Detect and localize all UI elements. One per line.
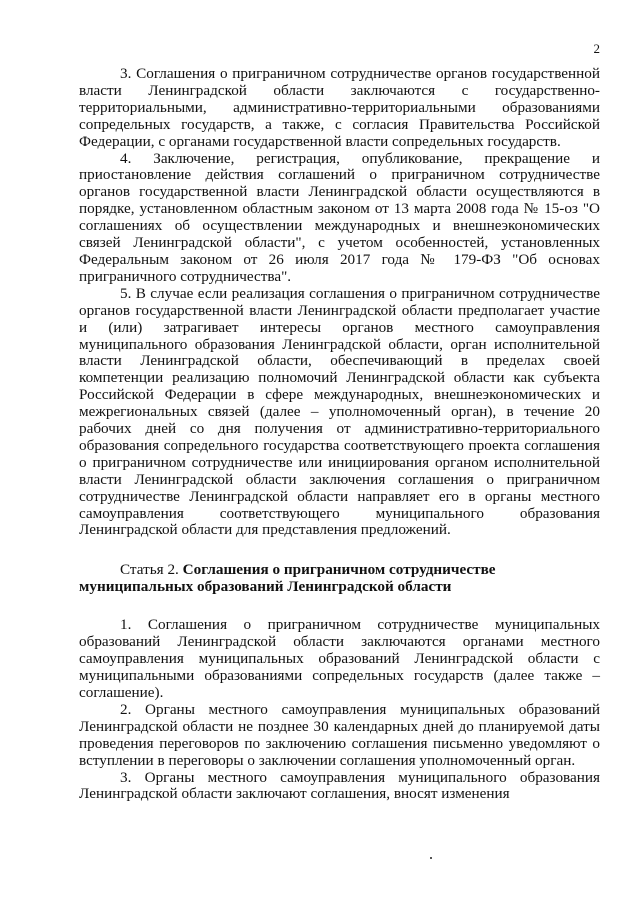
scan-speck — [430, 857, 432, 859]
article-paragraph-1: 1. Соглашения о приграничном сотрудничестве муниципальных образований Ленинградской области заключаются органами местного самоуправления муниципальных образований Ленинградской области с муниципальными образованиями сопредельных государств (далее также – соглашение). — [79, 616, 600, 701]
article-heading — [79, 561, 600, 595]
article-paragraph-3: 3. Органы местного самоуправления муниципального образования Ленинградской области заключают соглашения, вносят изменения — [79, 768, 600, 803]
paragraph-5: 5. В случае если реализация соглашения о приграничном сотрудничестве органов государственной власти Ленинградской области предполагает участие и (или) затрагивает интересы органов местного самоуправления муниципального образования Ленинградской области, орган исполнительной власти Ленинградской области, обеспечивающий в пределах своей компетенции реализацию полномочий Ленинградской области как субъекта Российской Федерации в сфере международных, внешнеэкономических и межрегиональных связей (далее – уполномоченный орган), в течение 20 рабочих дней со дня получения от административно-территориального образования сопредельного государства соответствующего проекта соглашения о приграничном сотрудничестве или инициирования органом исполнительной власти Ленинградской области заключения соглашения о приграничном сотрудничестве Ленинградской области направляет его в органы местного самоуправления соответствующего муниципального образования Ленинградской области для представления предложений. — [79, 284, 600, 539]
paragraph-4: 4. Заключение, регистрация, опубликование, прекращение и приостановление действия соглашений о приграничном сотрудничестве органов государственной власти Ленинградской области осуществляются в порядке, установленном областным законом от 13 марта 2008 года № 15-оз "О соглашениях об осуществлении международных и внешнеэкономических связей Ленинградской области", с учетом особенностей, установленных Федеральным законом от 26 июля 2017 года № 179-ФЗ "Об основах приграничного сотрудничества". — [79, 149, 600, 285]
article-title: Соглашения о приграничном сотрудничестве муниципальных образований Ленинградской области — [79, 561, 496, 596]
article-prefix: Статья 2. — [120, 561, 179, 579]
article-paragraph-2: 2. Органы местного самоуправления муниципальных образований Ленинградской области не позднее 30 календарных дней до планируемой даты проведения переговоров по заключению соглашения письменно уведомляют о вступлении в переговоры о заключении соглашения уполномоченный орган. — [79, 700, 600, 769]
document-body — [79, 66, 600, 803]
paragraph-3: 3. Соглашения о приграничном сотрудничестве органов государственной власти Ленинградской области заключаются с государственно-территориальными, административно-территориальными образованиями сопредельных государств, а также, с согласия Правительства Российской Федерации, с органами государственной власти сопредельных государств. — [79, 65, 600, 150]
page-number: 2 — [593, 41, 600, 56]
